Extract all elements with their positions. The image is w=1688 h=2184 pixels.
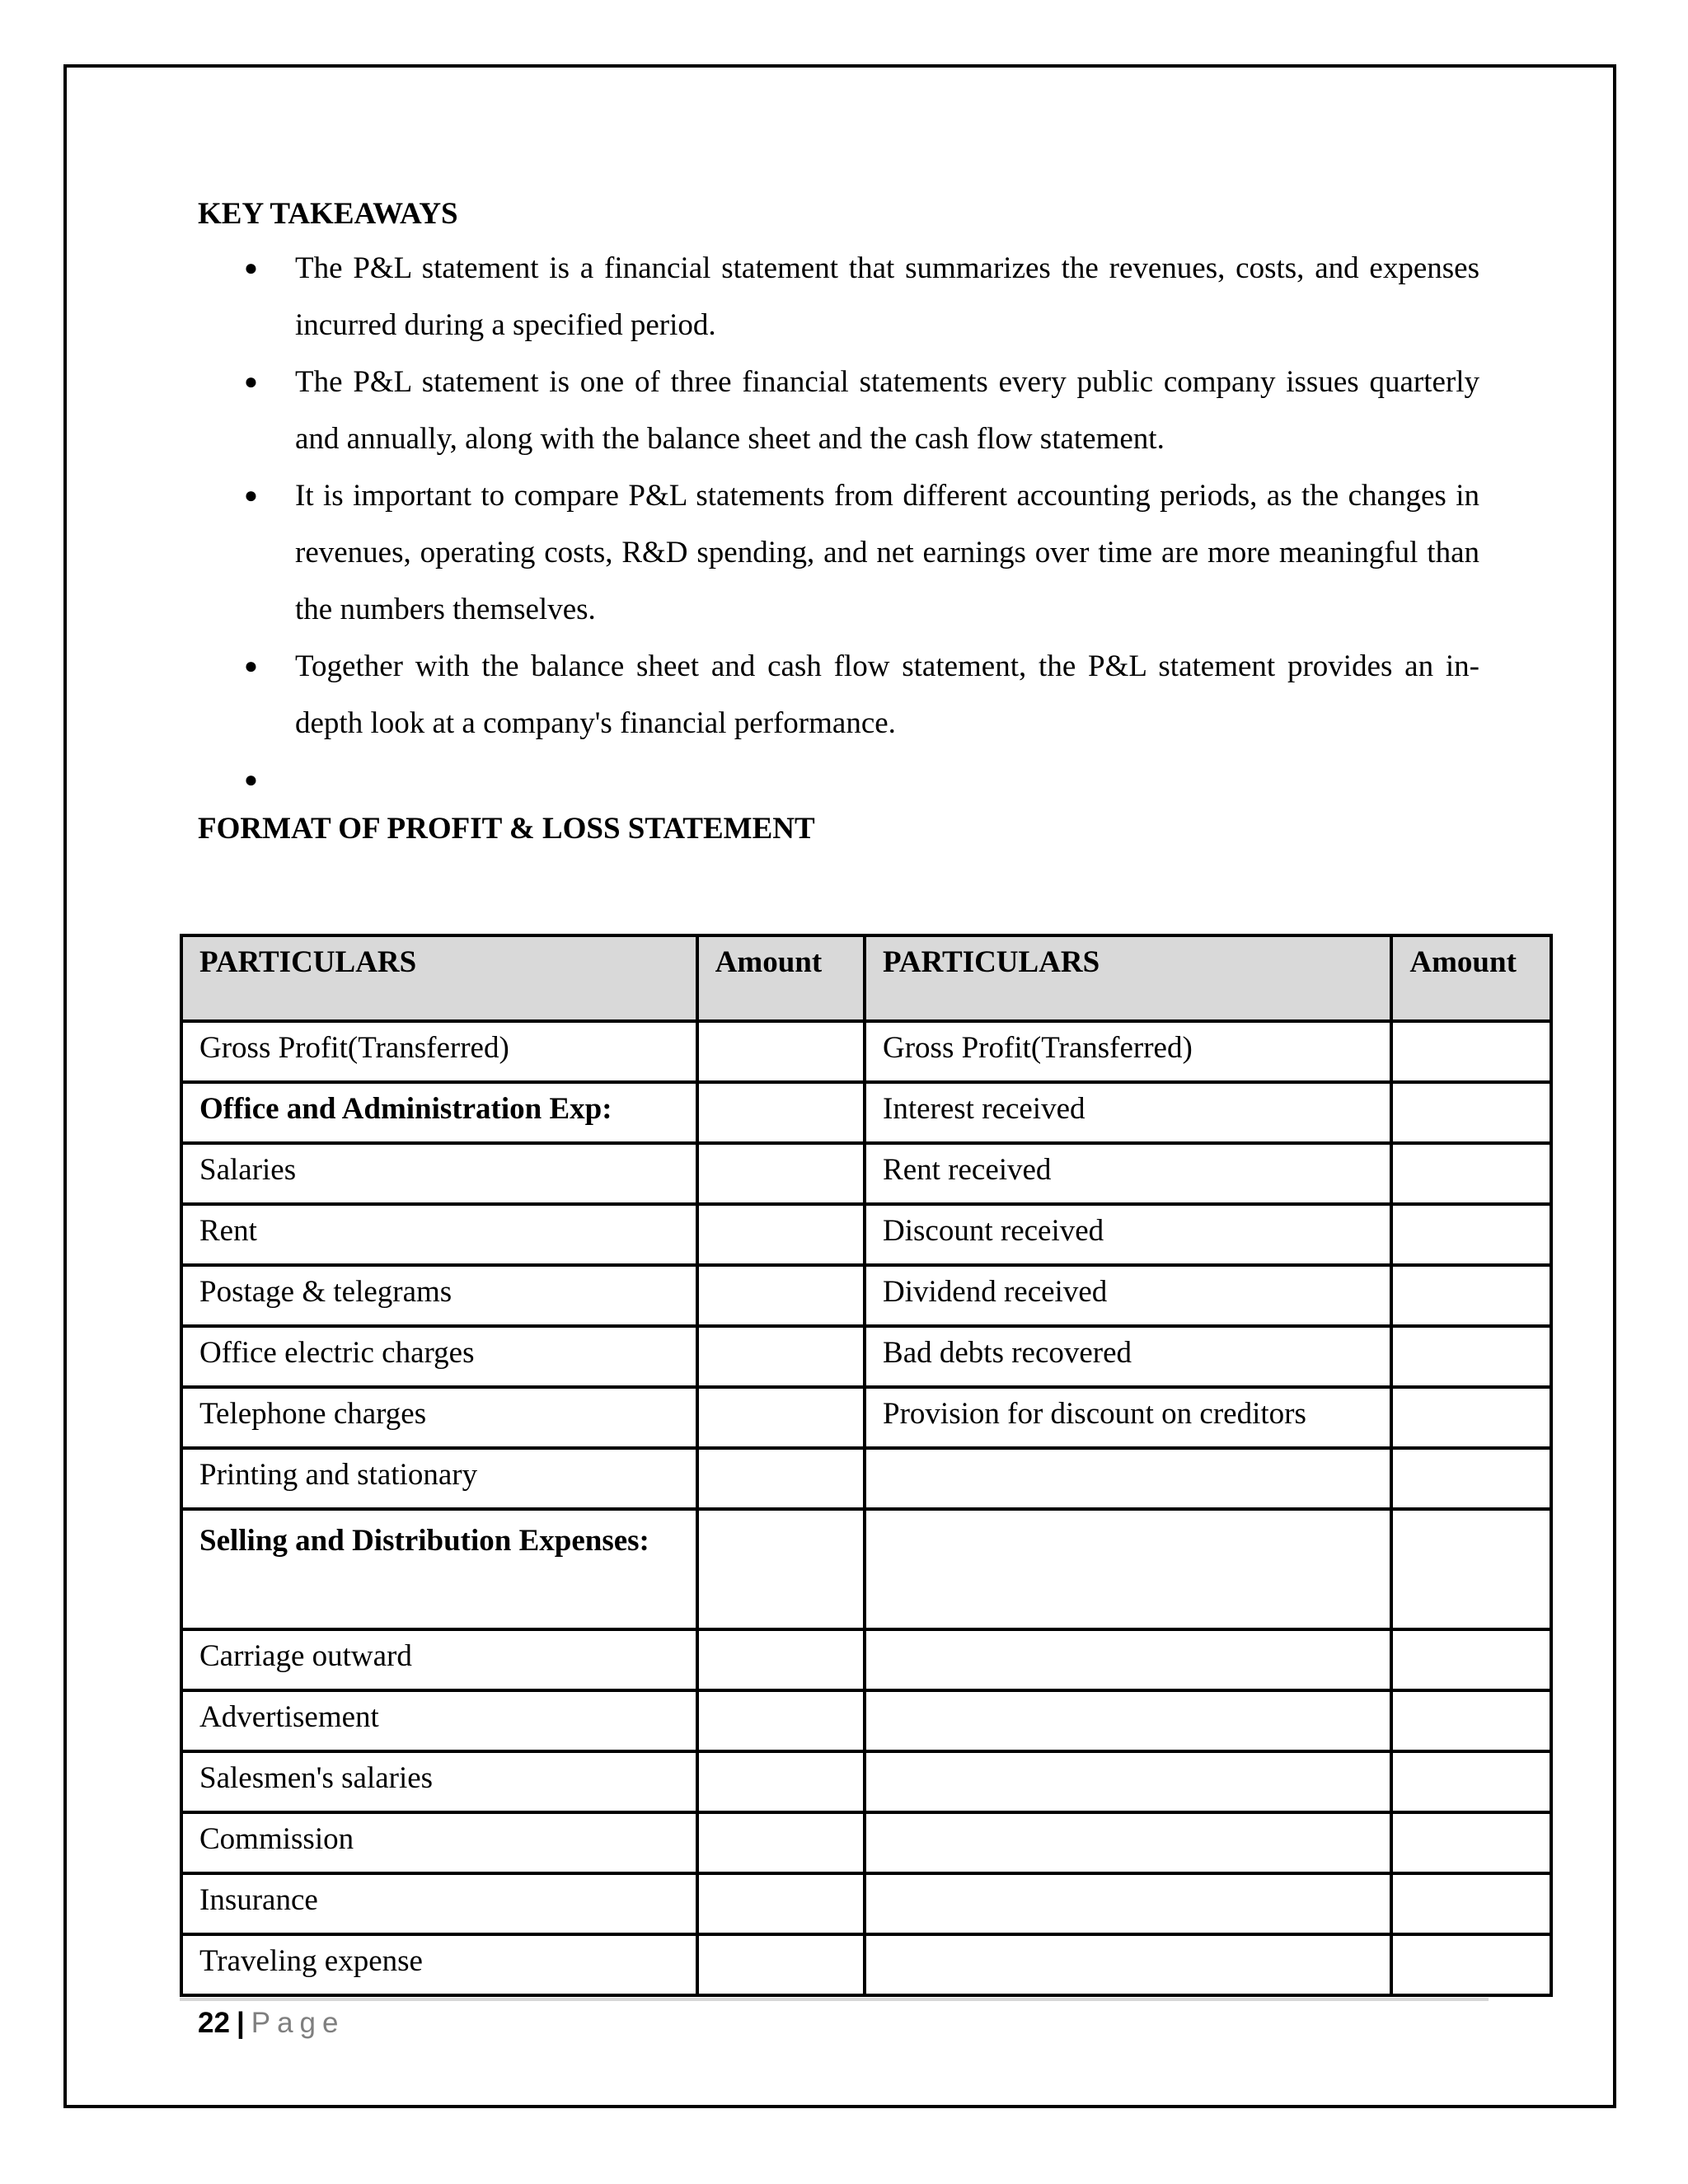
header-particulars-right: PARTICULARS bbox=[865, 935, 1391, 1021]
table-row bbox=[181, 1387, 1551, 1448]
page-number: 22 bbox=[198, 2007, 230, 2039]
table-cell: Rent received bbox=[865, 1143, 1391, 1204]
table-row bbox=[181, 1509, 1551, 1629]
table-cell: Gross Profit(Transferred) bbox=[181, 1021, 697, 1082]
list-item: ● It is important to compare P&L statements from different accounting periods, as the changes in revenues, operating costs, R&D spending, and net earnings over time are more meaningful than the numbers themselves. bbox=[198, 467, 1479, 638]
table-cell: Provision for discount on creditors bbox=[865, 1387, 1391, 1448]
bullet-icon: ● bbox=[244, 255, 258, 281]
bullet-icon: ● bbox=[244, 369, 258, 395]
table-row bbox=[181, 1629, 1551, 1690]
table-cell bbox=[1391, 1690, 1551, 1751]
table-row bbox=[181, 1751, 1551, 1812]
table-row bbox=[181, 1690, 1551, 1751]
table-cell bbox=[697, 1751, 865, 1812]
table-cell bbox=[1391, 1812, 1551, 1873]
table-cell: Office electric charges bbox=[181, 1326, 697, 1387]
table-cell: Salesmen's salaries bbox=[181, 1751, 697, 1812]
header-amount-left: Amount bbox=[697, 935, 865, 1021]
table-cell bbox=[865, 1873, 1391, 1934]
pl-statement-table bbox=[180, 934, 1553, 1997]
table-header-row bbox=[181, 935, 1551, 1021]
table-cell: Dividend received bbox=[865, 1265, 1391, 1326]
table-cell bbox=[865, 1448, 1391, 1509]
table-cell: Insurance bbox=[181, 1873, 697, 1934]
table-cell: Commission bbox=[181, 1812, 697, 1873]
format-heading: FORMAT OF PROFIT & LOSS STATEMENT bbox=[198, 812, 815, 846]
table-cell bbox=[1391, 1021, 1551, 1082]
table-row bbox=[181, 1204, 1551, 1265]
table-cell: Printing and stationary bbox=[181, 1448, 697, 1509]
table-cell bbox=[1391, 1326, 1551, 1387]
bullet-icon: ● bbox=[244, 767, 258, 793]
table-cell: Telephone charges bbox=[181, 1387, 697, 1448]
table-row bbox=[181, 1934, 1551, 1995]
table-row bbox=[181, 1265, 1551, 1326]
table-cell: Rent bbox=[181, 1204, 697, 1265]
table-cell bbox=[1391, 1509, 1551, 1629]
list-item: ● The P&L statement is one of three financial statements every public company issues quarterly and annually, along with the balance sheet and the cash flow statement. bbox=[198, 354, 1479, 467]
table-cell: Selling and Distribution Expenses: bbox=[181, 1509, 697, 1629]
table-cell bbox=[865, 1690, 1391, 1751]
table-cell: Office and Administration Exp: bbox=[181, 1082, 697, 1143]
table-cell bbox=[697, 1265, 865, 1326]
table-row bbox=[181, 1143, 1551, 1204]
table-cell bbox=[697, 1629, 865, 1690]
table-cell: Traveling expense bbox=[181, 1934, 697, 1995]
table-row bbox=[181, 1812, 1551, 1873]
table-row bbox=[181, 1326, 1551, 1387]
table-cell bbox=[1391, 1873, 1551, 1934]
table-row bbox=[181, 1873, 1551, 1934]
table-cell: Postage & telegrams bbox=[181, 1265, 697, 1326]
bullet-icon: ● bbox=[244, 483, 258, 509]
table-cell bbox=[697, 1873, 865, 1934]
table-cell bbox=[697, 1690, 865, 1751]
footer-divider bbox=[180, 1998, 1489, 2001]
table-cell bbox=[697, 1812, 865, 1873]
document-body bbox=[198, 194, 1479, 850]
table-row bbox=[181, 1448, 1551, 1509]
key-takeaways-heading: KEY TAKEAWAYS bbox=[198, 197, 458, 231]
bullet-icon: ● bbox=[244, 654, 258, 679]
table-cell: Interest received bbox=[865, 1082, 1391, 1143]
table-cell: Gross Profit(Transferred) bbox=[865, 1021, 1391, 1082]
table-row bbox=[181, 1082, 1551, 1143]
list-item: ● Together with the balance sheet and cash flow statement, the P&L statement provides an in-depth look at a company's financial performance. bbox=[198, 638, 1479, 752]
header-particulars-left: PARTICULARS bbox=[181, 935, 697, 1021]
table-row bbox=[181, 1021, 1551, 1082]
table-cell bbox=[697, 1448, 865, 1509]
table-cell bbox=[1391, 1448, 1551, 1509]
table-cell bbox=[1391, 1204, 1551, 1265]
page-label: Page bbox=[251, 2007, 345, 2039]
table-cell bbox=[1391, 1751, 1551, 1812]
table-cell: Salaries bbox=[181, 1143, 697, 1204]
page-footer bbox=[198, 2003, 345, 2044]
table-cell: Carriage outward bbox=[181, 1629, 697, 1690]
table-cell bbox=[697, 1934, 865, 1995]
table-cell bbox=[697, 1326, 865, 1387]
table-cell bbox=[697, 1082, 865, 1143]
table-cell bbox=[865, 1934, 1391, 1995]
table-cell bbox=[865, 1751, 1391, 1812]
pl-table-wrapper bbox=[180, 934, 1553, 1997]
list-item bbox=[198, 752, 1479, 808]
table-cell bbox=[865, 1812, 1391, 1873]
table-cell: Discount received bbox=[865, 1204, 1391, 1265]
table-cell bbox=[697, 1509, 865, 1629]
table-cell bbox=[1391, 1387, 1551, 1448]
header-amount-right: Amount bbox=[1391, 935, 1551, 1021]
table-cell bbox=[697, 1021, 865, 1082]
table-cell: Bad debts recovered bbox=[865, 1326, 1391, 1387]
table-cell bbox=[697, 1204, 865, 1265]
table-cell bbox=[1391, 1265, 1551, 1326]
footer-separator: | bbox=[236, 2007, 245, 2039]
table-cell bbox=[1391, 1143, 1551, 1204]
key-takeaways-list bbox=[198, 240, 1479, 808]
table-cell bbox=[1391, 1934, 1551, 1995]
table-cell bbox=[1391, 1082, 1551, 1143]
table-cell bbox=[1391, 1629, 1551, 1690]
table-cell bbox=[865, 1629, 1391, 1690]
table-cell: Advertisement bbox=[181, 1690, 697, 1751]
table-cell bbox=[697, 1387, 865, 1448]
table-cell bbox=[697, 1143, 865, 1204]
list-item: ● The P&L statement is a financial statement that summarizes the revenues, costs, and expenses incurred during a specified period. bbox=[198, 240, 1479, 354]
table-cell bbox=[865, 1509, 1391, 1629]
